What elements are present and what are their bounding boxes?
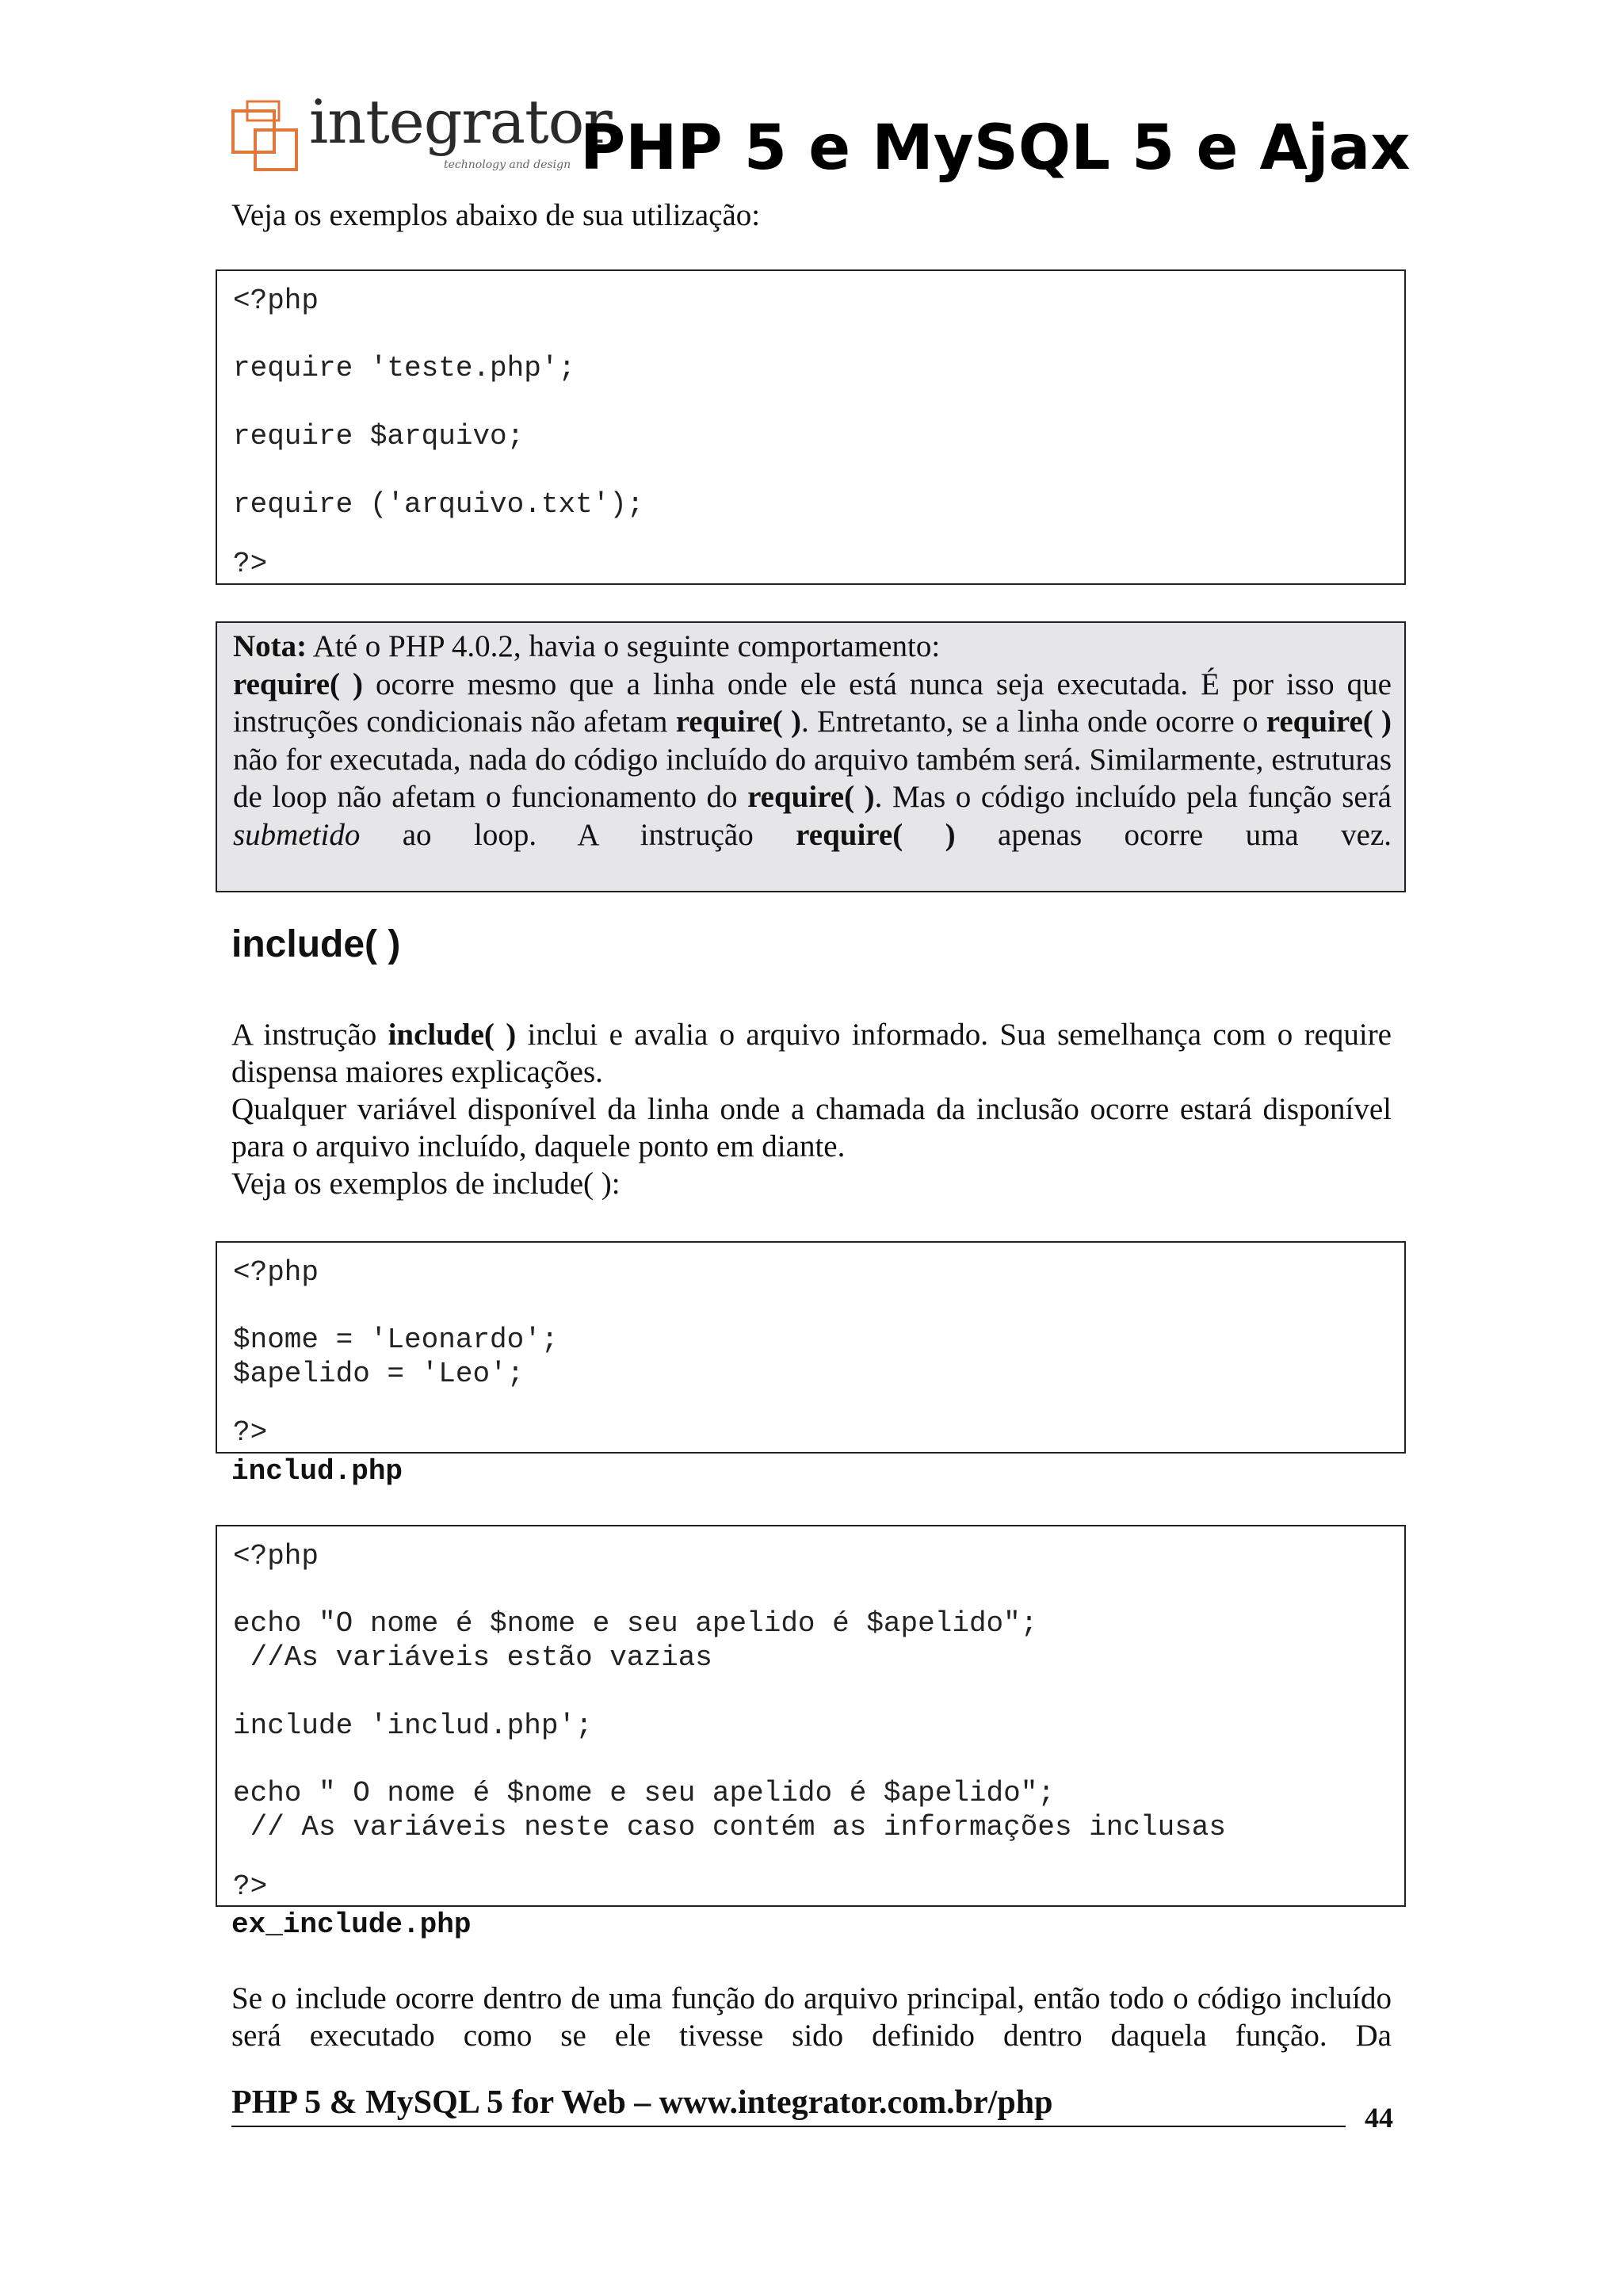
note-fragment: . Entretanto, se a linha onde ocorre o [801,705,1266,739]
logo-tagline: technology and design [444,159,571,171]
code-line: $apelido = 'Leo'; [233,1358,525,1390]
footer-divider [231,2126,1346,2127]
section-heading: include( ) [231,923,401,965]
note-fragment: ocorre mesmo que a linha onde ele está nunca seja executada. É por isso que instruções condicionais não afetam [233,667,1392,739]
code-line: ?> [233,1416,268,1449]
code-block-ex-include [216,1525,1406,1907]
code-line: // As variáveis neste caso contém as informações inclusas [233,1811,1227,1843]
logo-wordmark: integrator [309,86,612,157]
keyword: require( ) [1266,705,1392,739]
note-box [216,621,1406,892]
logo-squares-icon [231,100,304,173]
code-line: echo "O nome é $nome e seu apelido é $apelido"; [233,1607,1038,1640]
code-line: require 'teste.php'; [233,352,576,384]
paragraph-3: Veja os exemplos de include( ): [231,1167,621,1201]
filename-label: ex_include.php [231,1908,472,1941]
code-line: //As variáveis estão vazias [233,1641,712,1674]
keyword: require( ) [675,705,801,739]
keyword: require( ) [747,780,875,814]
page-number: 44 [1365,2102,1393,2134]
code-block-includ [216,1241,1406,1454]
code-line: require ('arquivo.txt'); [233,488,644,521]
note-fragment: apenas ocorre uma vez. [955,817,1392,852]
code-line: include 'includ.php'; [233,1710,593,1742]
text-fragment: A instrução [231,1018,388,1052]
intro-text: Veja os exemplos abaixo de sua utilização: [231,198,761,232]
page-title: PHP 5 e MySQL 5 e Ajax [580,113,1411,184]
note-fragment: . Mas o código incluído pela função será [874,780,1392,814]
code-line: <?php [233,1540,319,1572]
code-line: echo " O nome é $nome e seu apelido é $apelido"; [233,1777,1055,1809]
code-block-require [216,269,1406,585]
filename-label: includ.php [231,1455,403,1488]
closing-paragraph: Se o include ocorre dentro de uma função do arquivo principal, então todo o código incluído será executado como se ele tivesse sido definido dentro daquela função. Da [231,1981,1392,2053]
note-line [233,628,1392,666]
code-line: <?php [233,1256,319,1289]
note-fragment: não for executada, nada do código incluído do arquivo também será. Similarmente, estruturas de loop não afetam o funcionamento do [233,742,1392,814]
integrator-logo [231,86,612,176]
code-line: ?> [233,548,268,580]
emphasis: submetido [233,817,361,852]
include-description [231,1016,1392,1202]
code-line: $nome = 'Leonardo'; [233,1324,559,1356]
note-fragment: ao loop. A instrução [360,817,796,852]
note-body [233,666,1392,854]
intro-paragraph [231,197,1392,234]
footer-text: PHP 5 & MySQL 5 for Web – www.integrator.com.br/php [231,2084,1053,2121]
note-text [233,628,1392,854]
text-fragment: inclui e avalia o arquivo informado. Sua semelhança com o require dispensa maiores explicações. [231,1018,1392,1089]
note-first-line: Até o PHP 4.0.2, havia o seguinte comportamento: [307,629,941,663]
keyword: require( ) [796,817,956,852]
code-line: ?> [233,1870,268,1903]
paragraph-1 [231,1016,1392,1091]
keyword: include( ) [388,1018,517,1052]
paragraph-2: Qualquer variável disponível da linha onde a chamada da inclusão ocorre estará disponível para o arquivo incluído, daquele ponto em diante. [231,1092,1392,1163]
note-label: Nota: [233,629,307,663]
code-line: require $arquivo; [233,420,525,453]
code-line: <?php [233,285,319,317]
keyword: require( ) [233,667,364,701]
